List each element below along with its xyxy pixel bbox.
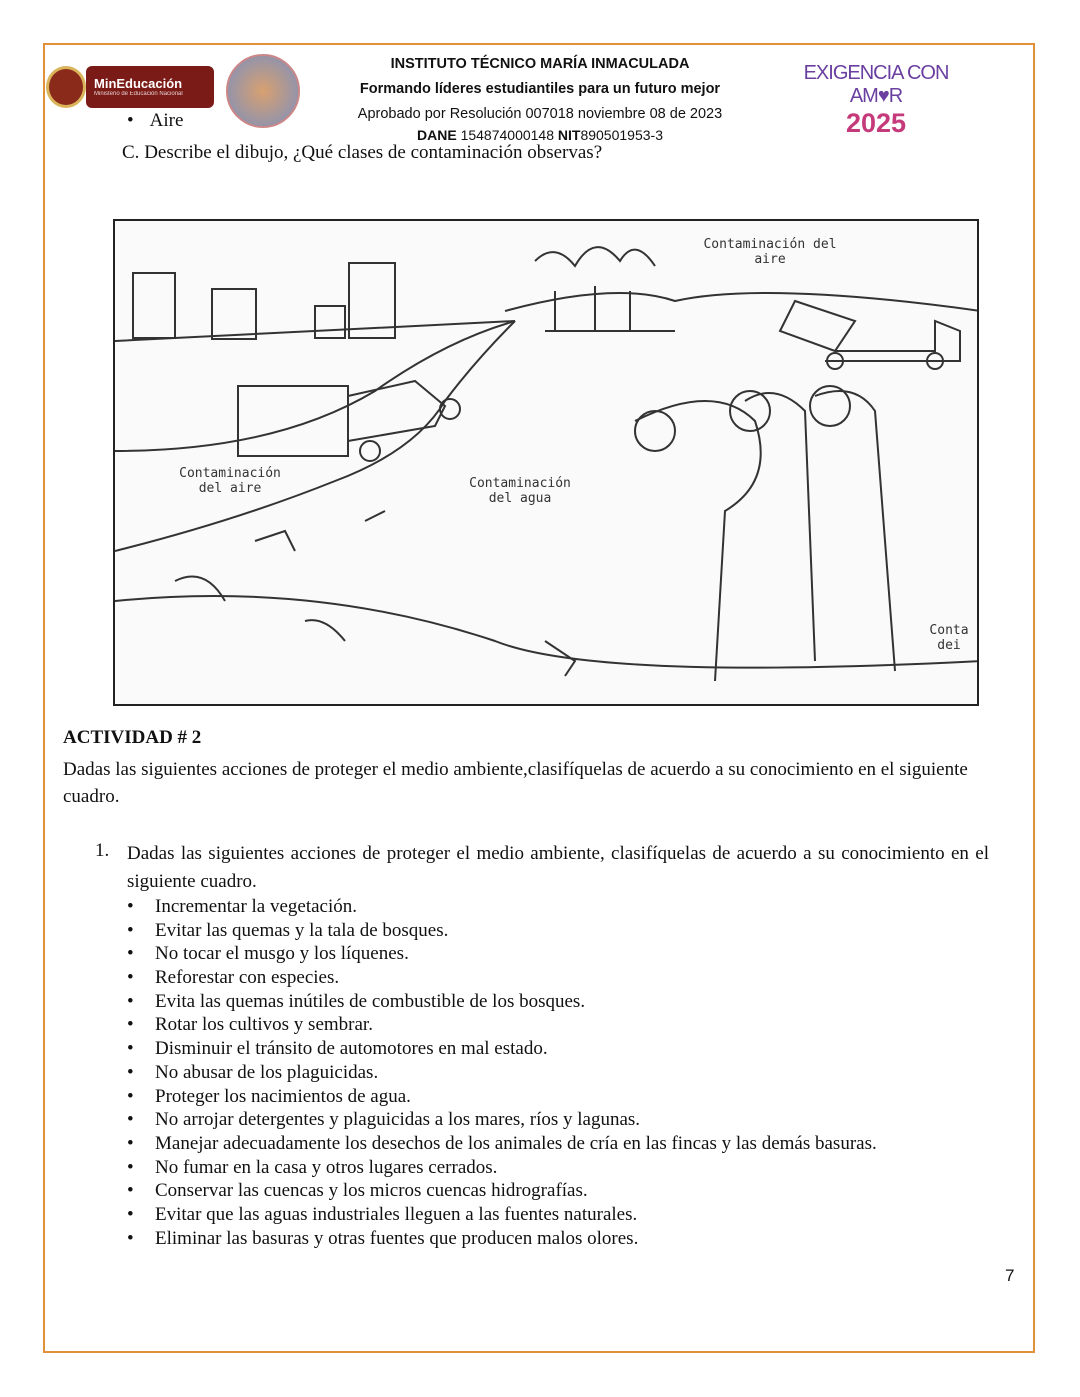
- campaign-year: 2025: [845, 108, 907, 138]
- list-item: • Conservar las cuencas y los micros cuencas hidrografías.: [127, 1179, 877, 1203]
- question-c: [122, 142, 602, 164]
- list-item: • No arrojar detergentes y plaguicidas a los mares, ríos y lagunas.: [127, 1108, 877, 1132]
- school-name: INSTITUTO TÉCNICO MARÍA INMACULADA: [390, 56, 690, 72]
- dane-value: 154874000148: [460, 127, 554, 143]
- activity-intro: Dadas las siguientes acciones de proteger el medio ambiente,clasifíquelas de acuerdo a su conocimiento en el siguiente cuadro.: [63, 759, 968, 807]
- list-item: • No fumar en la casa y otros lugares cerrados.: [127, 1156, 877, 1180]
- list-item: • Rotar los cultivos y sembrar.: [127, 1013, 877, 1037]
- list-item: • Evitar que las aguas industriales lleguen a las fuentes naturales.: [127, 1203, 877, 1227]
- mined-label: MinEducación: [94, 76, 183, 91]
- list-item: • Evita las quemas inútiles de combustible de los bosques.: [127, 990, 877, 1014]
- dane-nit: [330, 127, 750, 143]
- illustration-drawing: [115, 221, 979, 706]
- list-item: • Reforestar con especies.: [127, 966, 877, 990]
- bullet-aire: • Aire: [127, 110, 184, 131]
- label-cut: Conta dei: [929, 623, 969, 653]
- dane-label: DANE: [417, 127, 457, 143]
- label-water-pollution: Contaminación del agua: [469, 476, 571, 506]
- question-letter: C.: [122, 142, 140, 163]
- list-item: • Eliminar las basuras y otras fuentes que producen malos olores.: [127, 1227, 877, 1251]
- nit-label: NIT: [557, 127, 581, 143]
- mined-sub: Ministerio de Educación Nacional: [94, 91, 183, 97]
- label-air-pollution-left: Contaminación del aire: [179, 466, 281, 496]
- label-air-pollution-top: Contaminación del aire: [703, 237, 837, 267]
- list-item: • Manejar adecuadamente los desechos de los animales de cría en las fincas y las demás basuras.: [127, 1132, 877, 1156]
- list-item: • Evitar las quemas y la tala de bosques.: [127, 919, 877, 943]
- actions-list: [127, 895, 877, 1250]
- school-crest-logo: [226, 54, 300, 128]
- list-item: • Disminuir el tránsito de automotores en mal estado.: [127, 1037, 877, 1061]
- pollution-illustration: [113, 219, 979, 706]
- item-number: 1.: [95, 840, 110, 861]
- item-text: Dadas las siguientes acciones de proteger el medio ambiente, clasifíquelas de acuerdo a su conocimiento en el siguiente cuadro.: [127, 843, 989, 892]
- question-text: Describe el dibujo, ¿Qué clases de contaminación observas?: [144, 142, 603, 163]
- activity-title: ACTIVIDAD # 2: [63, 727, 202, 748]
- campaign-logo: [796, 62, 956, 139]
- mineducacion-logo: [86, 66, 214, 108]
- list-item: • Proteger los nacimientos de agua.: [127, 1085, 877, 1109]
- colombia-shield-logo: [46, 66, 86, 108]
- approval-text: Aprobado por Resolución 007018 noviembre 08 de 2023: [357, 106, 723, 122]
- list-item: • No abusar de los plaguicidas.: [127, 1061, 877, 1085]
- campaign-text: EXIGENCIA CON AM♥R: [803, 62, 949, 107]
- school-motto: Formando líderes estudiantiles para un futuro mejor: [359, 81, 721, 97]
- page-number: 7: [1005, 1266, 1015, 1285]
- list-item: • Incrementar la vegetación.: [127, 895, 877, 919]
- list-item: • No tocar el musgo y los líquenes.: [127, 942, 877, 966]
- nit-value: 890501953-3: [580, 127, 663, 143]
- bullet-text: Aire: [149, 110, 184, 131]
